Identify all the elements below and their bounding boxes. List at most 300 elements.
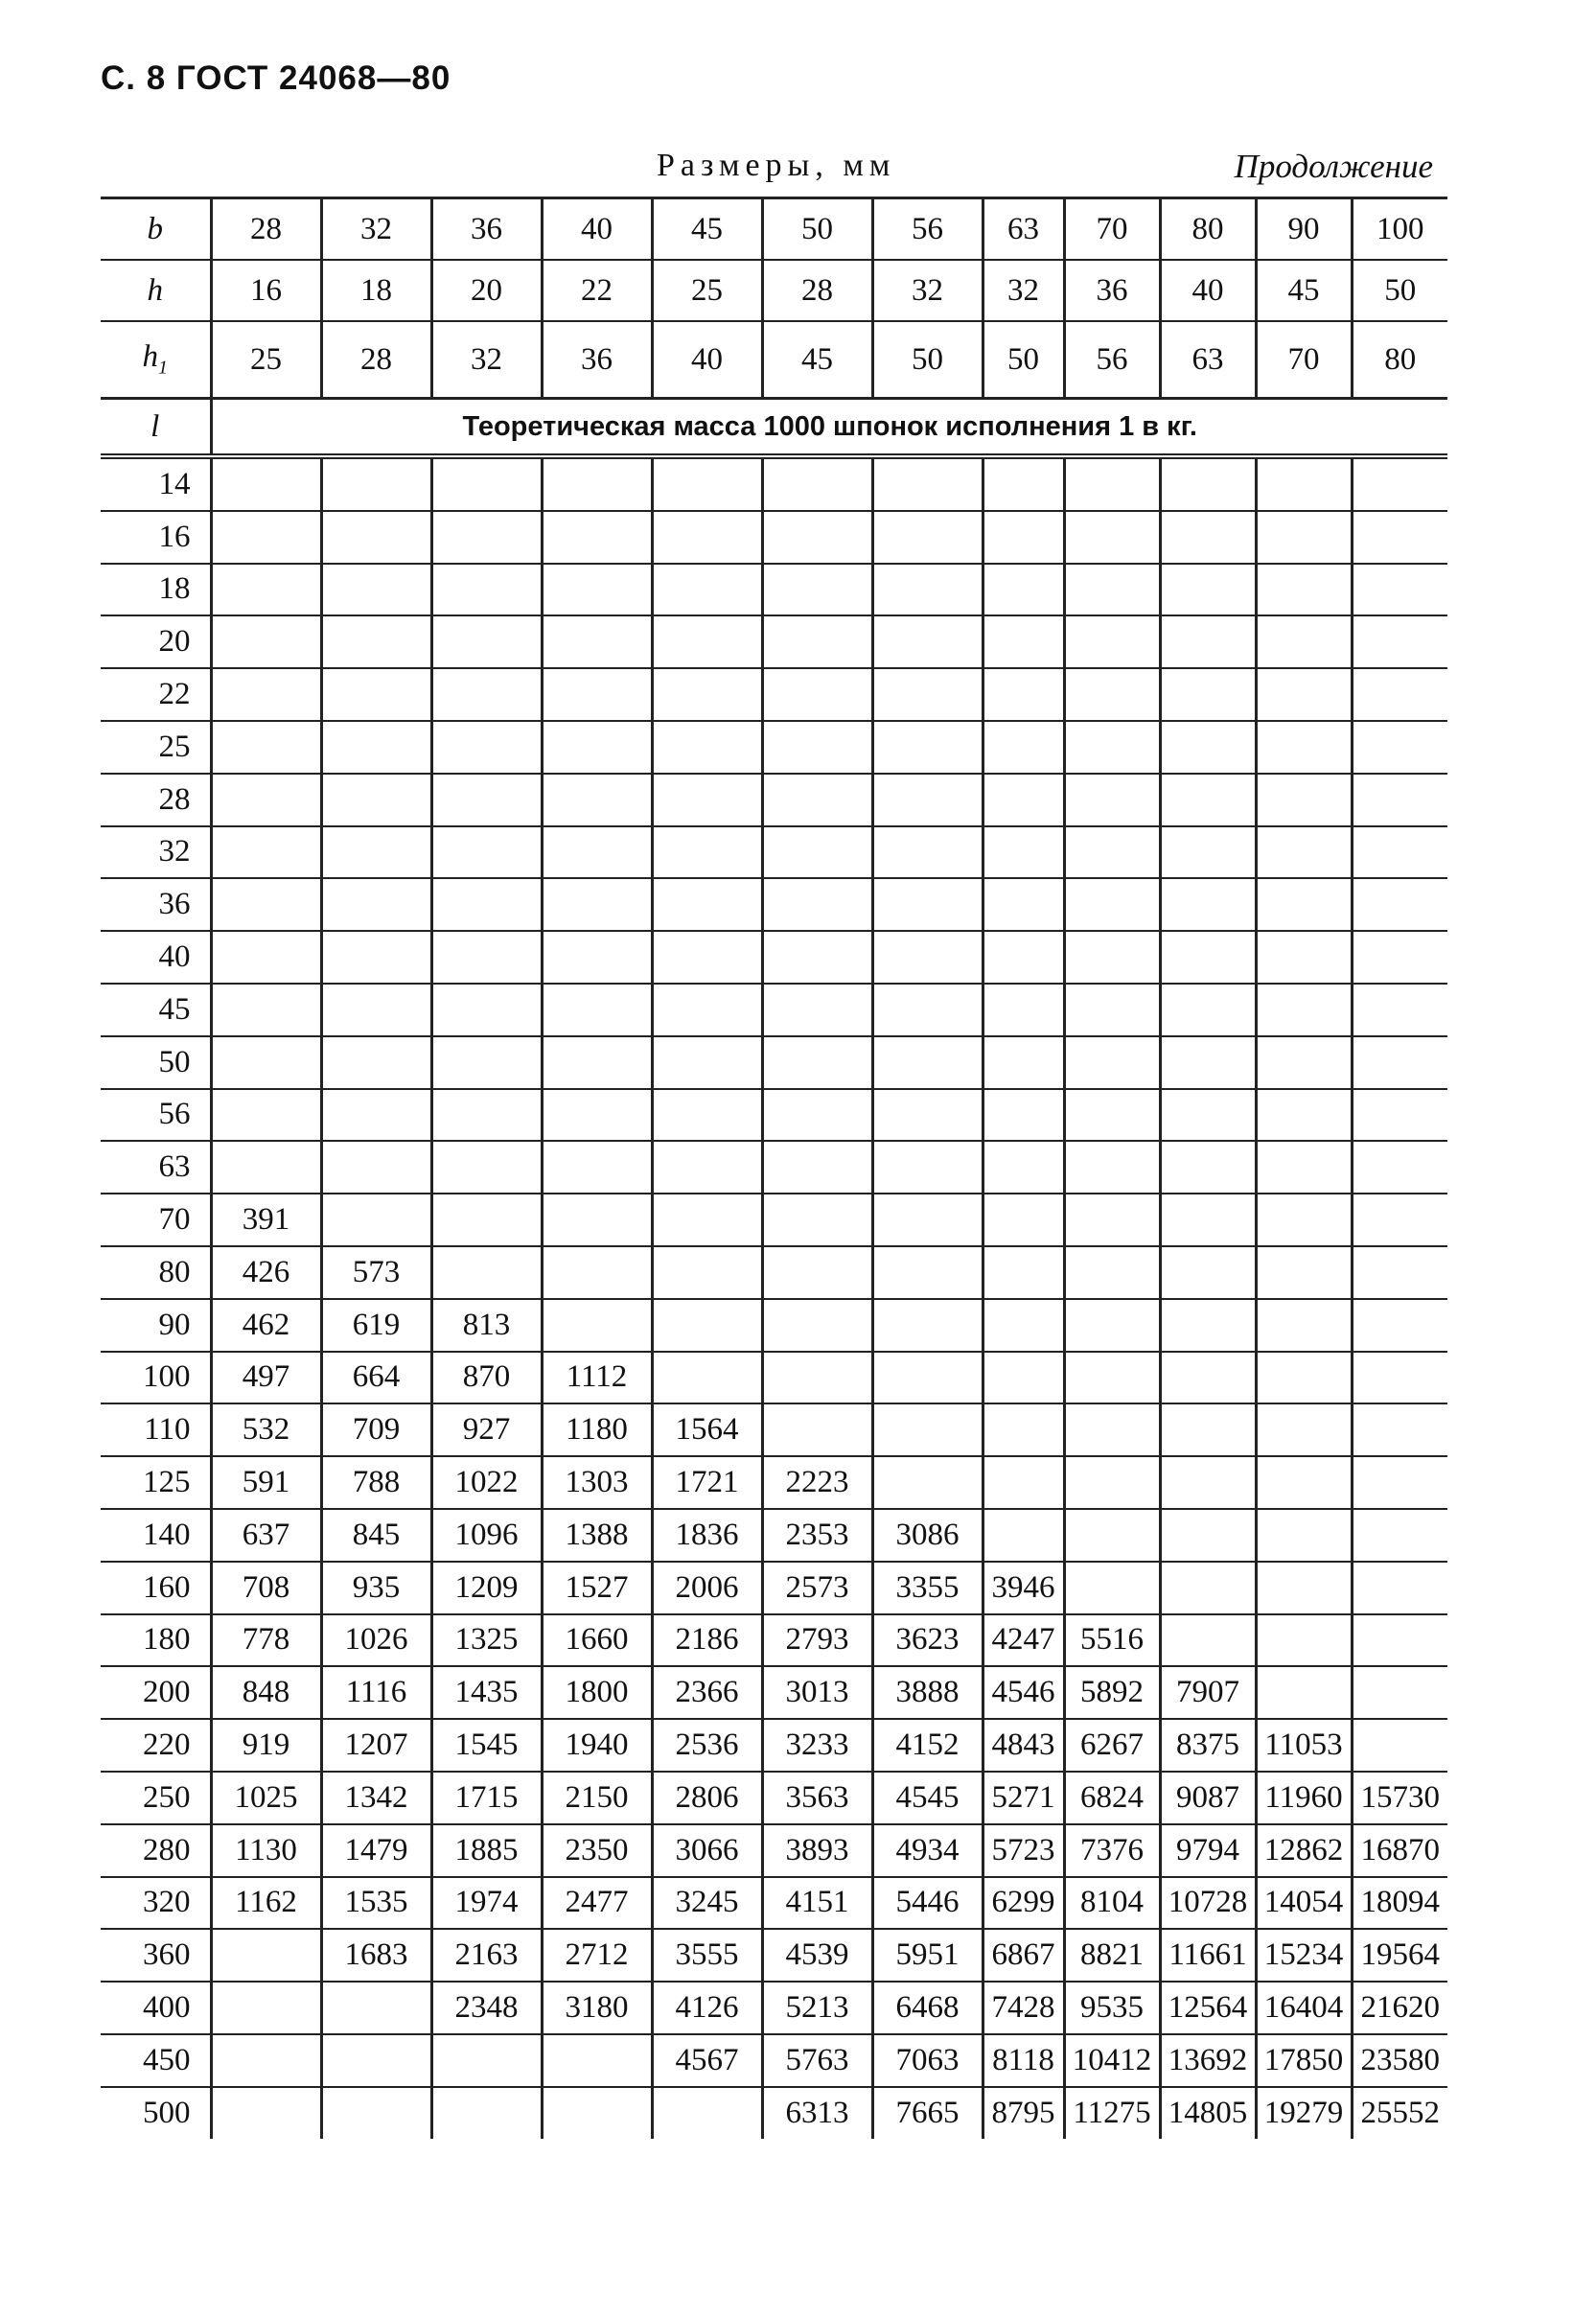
dim-b-cell: 70 (1064, 198, 1160, 261)
mass-cell: 497 (211, 1352, 321, 1404)
mass-cell: 11960 (1256, 1772, 1352, 1824)
mass-cell: 1162 (211, 1877, 321, 1930)
length-cell: 100 (101, 1352, 211, 1404)
mass-cell (872, 826, 983, 879)
mass-cell: 3946 (983, 1562, 1064, 1614)
mass-cell: 11661 (1160, 1929, 1256, 1982)
mass-cell (542, 826, 652, 879)
mass-cell (762, 615, 872, 668)
mass-cell: 8104 (1064, 1877, 1160, 1930)
mass-cell: 870 (431, 1352, 542, 1404)
mass-cell (1256, 1562, 1352, 1614)
table-header (101, 198, 1447, 457)
mass-cell (1352, 1089, 1447, 1142)
dim-b-cell: 32 (321, 198, 431, 261)
mass-cell: 8118 (983, 2034, 1064, 2087)
length-cell: 16 (101, 511, 211, 564)
mass-cell: 5516 (1064, 1614, 1160, 1667)
mass-cell (652, 1246, 762, 1299)
length-cell: 80 (101, 1246, 211, 1299)
dim-h1-cell: 45 (762, 321, 872, 399)
table-row (101, 826, 1447, 879)
mass-cell (1160, 1403, 1256, 1456)
mass-cell (1160, 878, 1256, 931)
mass-cell (1064, 456, 1160, 511)
mass-cell (1256, 1509, 1352, 1562)
header-row-h (101, 260, 1447, 321)
mass-cell: 5446 (872, 1877, 983, 1930)
mass-cell (1064, 1246, 1160, 1299)
mass-cell: 4545 (872, 1772, 983, 1824)
mass-cell (983, 1194, 1064, 1246)
length-cell: 320 (101, 1877, 211, 1930)
mass-cell (1352, 1036, 1447, 1089)
mass-cell (983, 1036, 1064, 1089)
mass-cell (431, 1036, 542, 1089)
mass-cell: 12564 (1160, 1982, 1256, 2034)
mass-cell (762, 826, 872, 879)
mass-cell: 12862 (1256, 1824, 1352, 1877)
mass-cell (1064, 1456, 1160, 1509)
mass-cell: 1209 (431, 1562, 542, 1614)
table-row (101, 1614, 1447, 1667)
mass-cell (762, 1352, 872, 1404)
mass-cell (321, 668, 431, 721)
mass-cell (1160, 826, 1256, 879)
length-cell: 22 (101, 668, 211, 721)
dim-h1-cell: 40 (652, 321, 762, 399)
mass-cell (211, 984, 321, 1036)
table-row (101, 2034, 1447, 2087)
mass-cell: 1116 (321, 1666, 431, 1719)
mass-cell: 7063 (872, 2034, 983, 2087)
mass-cell (431, 456, 542, 511)
mass-cell: 1112 (542, 1352, 652, 1404)
mass-cell: 5763 (762, 2034, 872, 2087)
mass-cell (1352, 721, 1447, 774)
mass-cell: 2350 (542, 1824, 652, 1877)
mass-cell (1256, 1299, 1352, 1352)
length-cell: 32 (101, 826, 211, 879)
mass-cell (321, 2087, 431, 2139)
mass-cell (1256, 1036, 1352, 1089)
mass-cell (762, 668, 872, 721)
mass-cell (983, 511, 1064, 564)
mass-cell (1256, 984, 1352, 1036)
length-cell: 63 (101, 1141, 211, 1194)
dim-h1-cell: 32 (431, 321, 542, 399)
mass-cell: 1564 (652, 1403, 762, 1456)
mass-cell (1160, 1089, 1256, 1142)
mass-cell (652, 1036, 762, 1089)
mass-cell (872, 1246, 983, 1299)
header-row-b (101, 198, 1447, 261)
mass-cell (431, 721, 542, 774)
mass-cell (1160, 721, 1256, 774)
mass-cell (542, 511, 652, 564)
length-cell: 500 (143, 2095, 191, 2130)
mass-cell (1256, 1456, 1352, 1509)
dim-h-cell: 45 (1256, 260, 1352, 321)
mass-cell (983, 931, 1064, 984)
mass-cell (1160, 668, 1256, 721)
mass-cell (1064, 984, 1160, 1036)
dim-b-cell: 63 (983, 198, 1064, 261)
mass-cell (1352, 1194, 1447, 1246)
mass-cell (542, 721, 652, 774)
dim-h-cell: 40 (1160, 260, 1256, 321)
mass-cell (542, 1299, 652, 1352)
row-label-l: l (101, 399, 211, 457)
mass-cell (762, 931, 872, 984)
mass-cell: 709 (321, 1403, 431, 1456)
mass-cell: 2186 (652, 1614, 762, 1667)
mass-cell (321, 1089, 431, 1142)
mass-cell: 4934 (872, 1824, 983, 1877)
mass-cell (1256, 511, 1352, 564)
dim-b-cell: 56 (872, 198, 983, 261)
mass-cell (211, 1982, 321, 2034)
dim-h-cell: 18 (321, 260, 431, 321)
units-caption: Размеры, мм (657, 148, 896, 183)
mass-cell: 1683 (321, 1929, 431, 1982)
table-row (101, 2087, 1447, 2139)
mass-cell (1256, 668, 1352, 721)
mass-cell (1064, 931, 1160, 984)
mass-cell (1256, 826, 1352, 879)
mass-cell (211, 456, 321, 511)
mass-cell (431, 774, 542, 826)
mass-cell: 3066 (652, 1824, 762, 1877)
row-label-b: b (101, 198, 211, 261)
mass-cell (872, 1352, 983, 1404)
length-cell: 56 (101, 1089, 211, 1142)
length-cell: 50 (101, 1036, 211, 1089)
mass-cell: 1022 (431, 1456, 542, 1509)
mass-cell: 1940 (542, 1719, 652, 1772)
dim-h-cell: 22 (542, 260, 652, 321)
mass-cell: 1180 (542, 1403, 652, 1456)
mass-cell (872, 984, 983, 1036)
table-caption (101, 144, 1433, 192)
mass-cell (983, 1509, 1064, 1562)
mass-cell (542, 2034, 652, 2087)
mass-cell (211, 1141, 321, 1194)
header-row-h1 (101, 321, 1447, 399)
mass-cell (1352, 878, 1447, 931)
mass-cell (542, 878, 652, 931)
mass-cell (211, 2087, 321, 2139)
mass-cell (1064, 668, 1160, 721)
mass-cell (1352, 1403, 1447, 1456)
mass-cell: 2806 (652, 1772, 762, 1824)
mass-cell: 7428 (983, 1982, 1064, 2034)
mass-cell (762, 878, 872, 931)
mass-cell (1064, 721, 1160, 774)
dim-b-cell: 28 (211, 198, 321, 261)
mass-cell: 14054 (1256, 1877, 1352, 1930)
mass-cell: 1660 (542, 1614, 652, 1667)
mass-cell (1352, 1562, 1447, 1614)
mass-cell: 3563 (762, 1772, 872, 1824)
table-row (101, 721, 1447, 774)
mass-cell: 5892 (1064, 1666, 1160, 1719)
mass-cell: 16870 (1352, 1824, 1447, 1877)
mass-cell (1160, 1562, 1256, 1614)
mass-cell (431, 931, 542, 984)
table-row (101, 1772, 1447, 1824)
mass-cell (872, 1036, 983, 1089)
length-cell: 40 (101, 931, 211, 984)
mass-cell: 2006 (652, 1562, 762, 1614)
mass-cell (211, 826, 321, 879)
mass-cell (1160, 984, 1256, 1036)
mass-cell (1352, 1666, 1447, 1719)
row-label-h1 (101, 321, 211, 399)
mass-cell (872, 456, 983, 511)
mass-cell (1352, 1509, 1447, 1562)
mass-cell (762, 774, 872, 826)
mass-cell (762, 1089, 872, 1142)
mass-cell: 21620 (1352, 1982, 1447, 2034)
mass-cell (431, 2087, 542, 2139)
table-row (101, 615, 1447, 668)
mass-cell (1064, 1509, 1160, 1562)
mass-cell: 2477 (542, 1877, 652, 1930)
dim-h-cell: 25 (652, 260, 762, 321)
dim-b-cell: 80 (1160, 198, 1256, 261)
mass-cell: 1130 (211, 1824, 321, 1877)
table-row (101, 511, 1447, 564)
table-row (101, 1246, 1447, 1299)
table-row (101, 984, 1447, 1036)
table-row (101, 1352, 1447, 1404)
mass-cell: 4546 (983, 1666, 1064, 1719)
mass-cell: 6824 (1064, 1772, 1160, 1824)
mass-cell (983, 826, 1064, 879)
length-cell: 20 (101, 615, 211, 668)
mass-cell: 573 (321, 1246, 431, 1299)
length-cell: 110 (101, 1403, 211, 1456)
mass-cell (1160, 774, 1256, 826)
mass-cell: 2150 (542, 1772, 652, 1824)
mass-cell (652, 1194, 762, 1246)
length-cell: 25 (101, 721, 211, 774)
mass-cell: 2223 (762, 1456, 872, 1509)
mass-cell (1064, 1036, 1160, 1089)
mass-cell: 919 (211, 1719, 321, 1772)
mass-cell (431, 564, 542, 616)
mass-cell (1160, 1614, 1256, 1667)
mass-cell: 18094 (1352, 1877, 1447, 1930)
mass-cell: 14805 (1160, 2087, 1256, 2139)
continuation-label: Продолжение (1234, 148, 1433, 185)
mass-cell (1256, 1194, 1352, 1246)
mass-cell (983, 456, 1064, 511)
mass-cell (542, 1194, 652, 1246)
mass-cell: 935 (321, 1562, 431, 1614)
mass-cell (1064, 1352, 1160, 1404)
mass-cell (872, 668, 983, 721)
dim-h-cell: 32 (872, 260, 983, 321)
mass-cell (1256, 1614, 1352, 1667)
dim-h-cell: 50 (1352, 260, 1447, 321)
mass-cell (1160, 1352, 1256, 1404)
mass-cell: 3245 (652, 1877, 762, 1930)
mass-cell (652, 878, 762, 931)
mass-cell (983, 878, 1064, 931)
mass-cell: 532 (211, 1403, 321, 1456)
mass-cell (542, 1246, 652, 1299)
dim-h1-cell: 28 (321, 321, 431, 399)
mass-cell (983, 774, 1064, 826)
mass-cell: 462 (211, 1299, 321, 1352)
dim-b-cell: 100 (1352, 198, 1447, 261)
mass-cell: 848 (211, 1666, 321, 1719)
mass-cell (321, 984, 431, 1036)
mass-cell: 1207 (321, 1719, 431, 1772)
mass-cell: 1303 (542, 1456, 652, 1509)
mass-cell (983, 1456, 1064, 1509)
mass-cell (983, 1246, 1064, 1299)
mass-cell (1064, 511, 1160, 564)
mass-cell (762, 1141, 872, 1194)
dim-b-cell: 45 (652, 198, 762, 261)
mass-cell (431, 1246, 542, 1299)
mass-cell (1064, 774, 1160, 826)
mass-cell: 17850 (1256, 2034, 1352, 2087)
dim-b-cell: 50 (762, 198, 872, 261)
mass-cell: 778 (211, 1614, 321, 1667)
mass-cell (652, 1352, 762, 1404)
mass-cell: 19564 (1352, 1929, 1447, 1982)
mass-cell (1352, 1719, 1447, 1772)
mass-cell (1256, 774, 1352, 826)
mass-cell (1352, 1246, 1447, 1299)
table-row (101, 1719, 1447, 1772)
mass-cell (211, 564, 321, 616)
table-row (101, 1456, 1447, 1509)
mass-cell (762, 721, 872, 774)
dim-h1-cell: 80 (1352, 321, 1447, 399)
mass-cell (1160, 1456, 1256, 1509)
mass-cell (1064, 1194, 1160, 1246)
mass-cell: 1325 (431, 1614, 542, 1667)
mass-cell: 10728 (1160, 1877, 1256, 1930)
mass-cell (1160, 1141, 1256, 1194)
mass-cell (542, 2087, 652, 2139)
mass-cell (872, 1141, 983, 1194)
h1-subscript: 1 (158, 357, 168, 379)
mass-cell: 6468 (872, 1982, 983, 2034)
mass-cell (431, 1089, 542, 1142)
mass-cell (211, 511, 321, 564)
mass-title: Теоретическая масса 1000 шпонок исполнения 1 в кг. (211, 399, 1447, 457)
mass-cell (542, 668, 652, 721)
mass-cell (1160, 511, 1256, 564)
mass-cell (1352, 1456, 1447, 1509)
mass-cell: 9535 (1064, 1982, 1160, 2034)
mass-cell: 1096 (431, 1509, 542, 1562)
mass-cell: 1721 (652, 1456, 762, 1509)
mass-cell (983, 1141, 1064, 1194)
mass-cell (983, 721, 1064, 774)
mass-cell (652, 615, 762, 668)
mass-cell (1160, 1246, 1256, 1299)
mass-cell: 5723 (983, 1824, 1064, 1877)
mass-cell (1256, 1141, 1352, 1194)
table-row (101, 931, 1447, 984)
mass-cell: 619 (321, 1299, 431, 1352)
mass-cell: 13692 (1160, 2034, 1256, 2087)
mass-cell: 7665 (872, 2087, 983, 2139)
mass-cell: 3893 (762, 1824, 872, 1877)
mass-cell (872, 878, 983, 931)
mass-cell (1256, 1352, 1352, 1404)
mass-cell: 2712 (542, 1929, 652, 1982)
mass-cell (1352, 984, 1447, 1036)
mass-cell (762, 1246, 872, 1299)
mass-cell (1352, 668, 1447, 721)
mass-cell: 3013 (762, 1666, 872, 1719)
mass-cell (1256, 1246, 1352, 1299)
table-row (101, 1299, 1447, 1352)
mass-cell (1256, 456, 1352, 511)
table-row (101, 1036, 1447, 1089)
mass-cell (1064, 1089, 1160, 1142)
mass-cell (872, 721, 983, 774)
mass-cell (652, 721, 762, 774)
mass-cell: 9794 (1160, 1824, 1256, 1877)
mass-cell (211, 1089, 321, 1142)
dim-b-cell: 90 (1256, 198, 1352, 261)
mass-cell (652, 1089, 762, 1142)
mass-cell (762, 564, 872, 616)
mass-cell (1160, 1509, 1256, 1562)
mass-cell (321, 931, 431, 984)
mass-cell: 591 (211, 1456, 321, 1509)
mass-cell: 6267 (1064, 1719, 1160, 1772)
mass-cell (983, 615, 1064, 668)
mass-cell (1352, 511, 1447, 564)
mass-cell: 2793 (762, 1614, 872, 1667)
length-cell: 250 (101, 1772, 211, 1824)
mass-cell: 1342 (321, 1772, 431, 1824)
mass-cell (1352, 456, 1447, 511)
mass-cell (1160, 1299, 1256, 1352)
mass-cell (542, 1141, 652, 1194)
mass-cell (211, 931, 321, 984)
mass-cell: 19279 (1256, 2087, 1352, 2139)
mass-cell: 8821 (1064, 1929, 1160, 1982)
mass-cell: 11053 (1256, 1719, 1352, 1772)
mass-cell (1064, 878, 1160, 931)
mass-cell (1256, 615, 1352, 668)
mass-cell: 7907 (1160, 1666, 1256, 1719)
mass-cell: 2163 (431, 1929, 542, 1982)
mass-cell (983, 1089, 1064, 1142)
mass-cell (542, 615, 652, 668)
mass-cell (321, 1036, 431, 1089)
mass-cell: 1435 (431, 1666, 542, 1719)
dim-h1-cell: 36 (542, 321, 652, 399)
mass-cell (1352, 1352, 1447, 1404)
mass-cell (1352, 1614, 1447, 1667)
dim-h-cell: 16 (211, 260, 321, 321)
mass-cell (321, 878, 431, 931)
mass-cell (1160, 615, 1256, 668)
mass-cell (321, 826, 431, 879)
